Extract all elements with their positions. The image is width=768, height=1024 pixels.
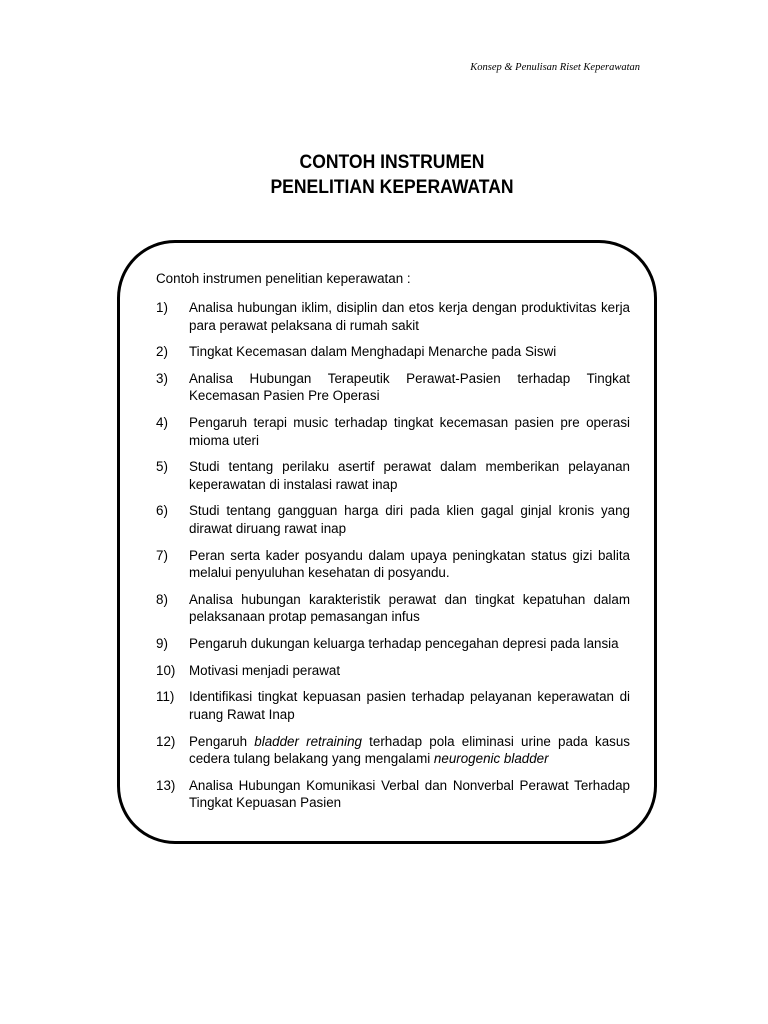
text-segment: Analisa hubungan karakteristik perawat dan tingkat kepatuhan dalam pelaksanaan protap pemasangan infus	[189, 591, 630, 625]
text-segment: Pengaruh	[189, 733, 255, 749]
text-segment: Analisa Hubungan Terapeutik Perawat-Pasien terhadap Tingkat Kecemasan Pasien Pre Operasi	[189, 370, 630, 404]
page-title-line-2: PENELITIAN KEPERAWATAN	[270, 176, 514, 198]
list-item	[156, 688, 630, 723]
text-segment: Analisa hubungan iklim, disiplin dan etos kerja dengan produktivitas kerja para perawat pelaksana di rumah sakit	[189, 300, 630, 333]
list-item-text	[189, 662, 630, 680]
list-item-text	[189, 777, 630, 811]
list-item	[156, 547, 630, 582]
list-item-number: 13)	[156, 777, 176, 793]
list-item	[156, 733, 630, 768]
page-title-line-1: CONTOH INSTRUMEN	[299, 151, 485, 173]
text-segment: Identifikasi tingkat kepuasan pasien terhadap pelayanan keperawatan di ruang Rawat Inap	[189, 689, 630, 722]
text-segment: Analisa Hubungan Komunikasi Verbal dan Nonverbal Perawat Terhadap Tingkat Kepuasan Pasien	[189, 777, 630, 811]
text-segment: Peran serta kader posyandu dalam upaya peningkatan status gizi balita melalui penyuluhan kesehatan di posyandu.	[189, 547, 630, 581]
list-item-number: 6)	[156, 503, 168, 519]
list-item-text	[189, 688, 630, 723]
list-item	[156, 343, 630, 361]
text-segment: Pengaruh dukungan keluarga terhadap pencegahan depresi pada lansia	[189, 636, 619, 651]
list-item-text	[189, 458, 630, 493]
list-item-number: 11)	[156, 689, 175, 705]
italic-term: neurogenic bladder	[433, 751, 549, 767]
instrument-list	[156, 299, 630, 811]
list-item	[156, 662, 630, 680]
list-item	[156, 777, 630, 811]
list-item-text	[189, 547, 630, 582]
list-item-text	[189, 343, 630, 361]
list-item-number: 10)	[156, 662, 176, 678]
instrument-box	[156, 270, 630, 811]
list-item-text	[189, 299, 630, 334]
list-item	[156, 299, 630, 334]
list-item	[156, 591, 630, 626]
text-segment: Motivasi menjadi perawat	[189, 662, 341, 678]
text-segment: Tingkat Kecemasan dalam Menghadapi Menarche pada Siswi	[189, 344, 557, 360]
list-item-number: 4)	[156, 415, 168, 431]
list-item	[156, 414, 630, 449]
list-item-number: 1)	[156, 300, 168, 315]
list-item-number: 2)	[156, 344, 168, 360]
list-item	[156, 502, 630, 537]
list-item-text	[189, 733, 630, 768]
list-item-text	[189, 370, 630, 405]
text-segment: Studi tentang gangguan harga diri pada klien gagal ginjal kronis yang dirawat diruang rawat inap	[189, 503, 630, 536]
page-title	[0, 150, 768, 200]
text-segment: terhadap pola eliminasi urine pada kasus cedera tulang belakang yang mengalami	[189, 733, 630, 767]
list-item-text	[189, 414, 630, 449]
list-item-text	[189, 591, 630, 626]
list-item-number: 9)	[156, 636, 168, 651]
list-item-number: 8)	[156, 591, 168, 607]
list-item	[156, 458, 630, 493]
list-item-text	[189, 502, 630, 537]
list-item-number: 5)	[156, 459, 168, 475]
list-item	[156, 635, 630, 653]
italic-term: bladder retraining	[254, 733, 362, 749]
list-item-number: 3)	[156, 370, 168, 386]
list-item	[156, 370, 630, 405]
list-item-number: 12)	[156, 733, 176, 749]
box-intro: Contoh instrumen penelitian keperawatan :	[156, 271, 411, 286]
running-header: Konsep & Penulisan Riset Keperawatan	[470, 62, 640, 73]
text-segment: Studi tentang perilaku asertif perawat dalam memberikan pelayanan keperawatan di instalasi rawat inap	[189, 459, 630, 492]
list-item-number: 7)	[156, 547, 168, 563]
list-item-text	[189, 635, 630, 653]
text-segment: Pengaruh terapi music terhadap tingkat kecemasan pasien pre operasi mioma uteri	[189, 415, 630, 448]
